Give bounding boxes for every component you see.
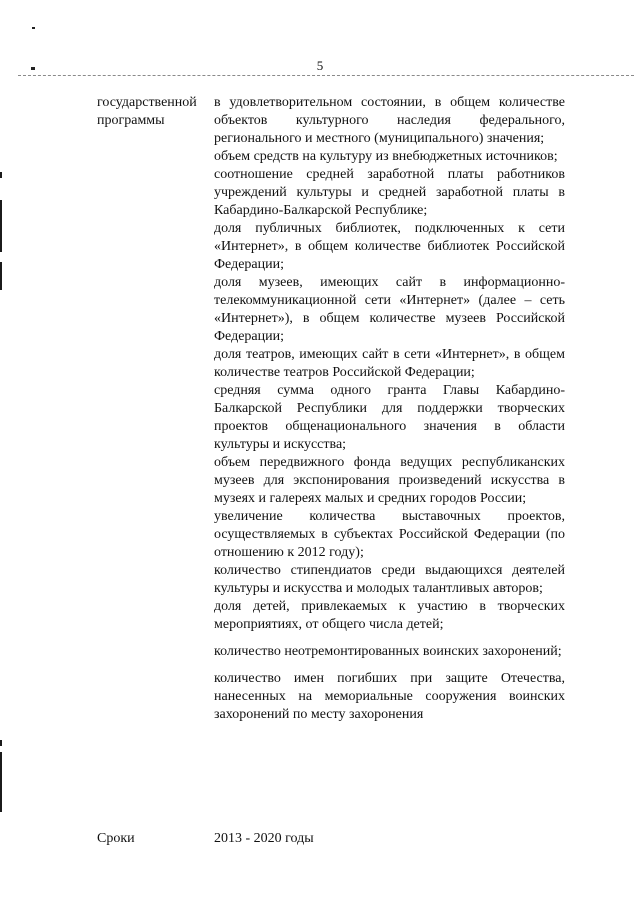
indicator-item: количество неотремонтированных воинских захоронений;	[214, 644, 562, 659]
indicator-item: объем передвижного фонда ведущих республиканских музеев для экспонирования произведений искусства в музеях и галереях малых и средних городов России;	[214, 455, 565, 506]
header-rule	[18, 75, 634, 76]
indicators-list	[214, 94, 565, 724]
section-label-line: программы	[97, 113, 165, 128]
indicator-item: средняя сумма одного гранта Главы Кабардино-Балкарской Республики для поддержки творческих проектов общенационального значения в области культуры и искусства;	[214, 383, 565, 452]
section-label	[97, 94, 209, 130]
indicator-item: увеличение количества выставочных проектов, осуществляемых в субъектах Российской Федерации (по отношению к 2012 году);	[214, 509, 565, 560]
indicator-item: объем средств на культуру из внебюджетных источников;	[214, 149, 558, 164]
terms-value: 2013 - 2020 годы	[214, 831, 314, 846]
section-label-line: государственной	[97, 95, 197, 110]
terms-label: Сроки	[97, 831, 135, 846]
indicator-item: в удовлетворительном состоянии, в общем количестве объектов культурного наследия федерального, регионального и местного (муниципального) значения;	[214, 95, 565, 146]
indicator-item: количество имен погибших при защите Отечества, нанесенных на мемориальные сооружения воинских захоронений по месту захоронения	[214, 671, 565, 722]
scan-edge-mark	[0, 200, 2, 252]
page-number: 5	[316, 58, 324, 73]
scan-edge-mark	[0, 740, 2, 746]
indicator-item: доля детей, привлекаемых к участию в творческих мероприятиях, от общего числа детей;	[214, 599, 565, 632]
indicator-item: доля музеев, имеющих сайт в информационно-телекоммуникационной сети «Интернет» (далее – сеть «Интернет»), в общем количестве музеев Российской Федерации;	[214, 275, 565, 344]
scan-edge-mark	[0, 752, 2, 812]
indicator-item: соотношение средней заработной платы работников учреждений культуры и средней заработной платы в Кабардино-Балкарской Республике;	[214, 167, 565, 218]
indicator-item: доля театров, имеющих сайт в сети «Интернет», в общем количестве театров Российской Федерации;	[214, 347, 565, 380]
indicator-item: количество стипендиатов среди выдающихся деятелей культуры и искусства и молодых талантливых авторов;	[214, 563, 565, 596]
indicator-item: доля публичных библиотек, подключенных к сети «Интернет», в общем количестве библиотек Российской Федерации;	[214, 221, 565, 272]
scan-edge-mark	[0, 262, 2, 290]
scan-edge-mark	[0, 172, 2, 178]
scan-speck	[32, 27, 35, 29]
